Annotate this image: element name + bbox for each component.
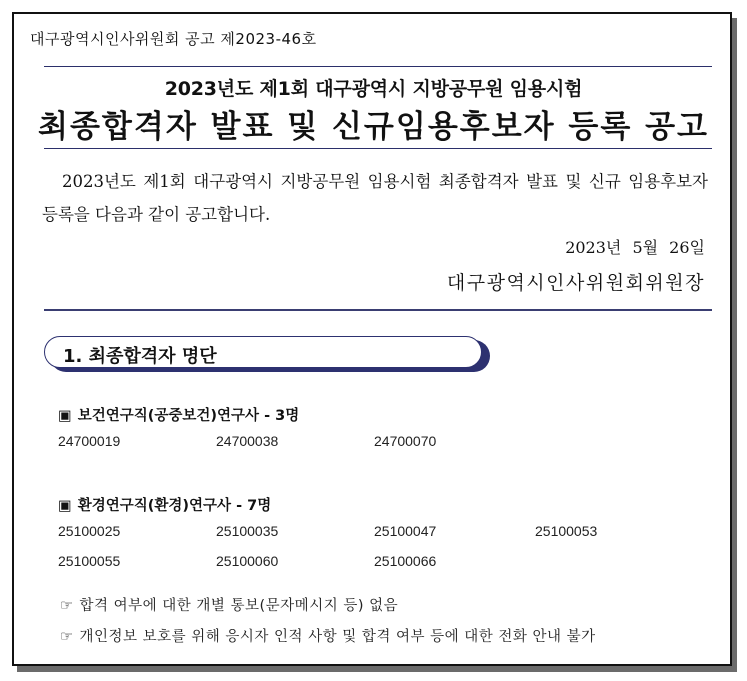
candidate-number: 25100025 xyxy=(58,523,121,539)
title-rule xyxy=(44,148,712,149)
note-no-phone-inquiry xyxy=(60,625,596,646)
candidate-number: 24700070 xyxy=(374,433,437,449)
intro-paragraph: 2023년도 제1회 대구광역시 지방공무원 임용시험 최종합격자 발표 및 신규 임용후보자 등록을 다음과 같이 공고합니다. xyxy=(42,172,708,224)
note-no-individual-notice xyxy=(60,594,398,615)
group-title-public-health xyxy=(58,404,299,425)
square-bullet-icon: ▣ xyxy=(58,408,72,424)
announcement-date: 2023년 5월 26일 xyxy=(565,238,705,257)
group-title-environment xyxy=(58,494,271,515)
pointing-hand-icon: ☞ xyxy=(60,629,74,645)
section-header xyxy=(44,336,492,374)
section-header-box xyxy=(44,336,482,368)
note-text: 합격 여부에 대한 개별 통보(문자메시지 등) 없음 xyxy=(79,598,399,614)
note-text: 개인정보 보호를 위해 응시자 인적 사항 및 합격 여부 등에 대한 전화 안내 불가 xyxy=(79,629,596,645)
candidate-number: 25100066 xyxy=(374,553,437,569)
candidate-number: 24700019 xyxy=(58,433,121,449)
section-title: 1. 최종합격자 명단 xyxy=(63,346,217,367)
section-divider xyxy=(44,309,712,311)
square-bullet-icon: ▣ xyxy=(58,498,72,514)
candidate-number: 25100060 xyxy=(216,553,279,569)
notice-number: 대구광역시인사위원회 공고 제2023-46호 xyxy=(30,30,317,48)
candidate-number: 24700038 xyxy=(216,433,279,449)
group-title-text: 보건연구직(공중보건)연구사 - 3명 xyxy=(77,408,300,424)
candidate-number: 25100055 xyxy=(58,553,121,569)
candidate-number: 25100053 xyxy=(535,523,598,539)
candidate-number: 25100047 xyxy=(374,523,437,539)
candidate-number: 25100035 xyxy=(216,523,279,539)
pointing-hand-icon: ☞ xyxy=(60,598,74,614)
title-announcement: 최종합격자 발표 및 신규임용후보자 등록 공고 xyxy=(38,109,709,145)
header-rule xyxy=(44,66,712,67)
group-title-text: 환경연구직(환경)연구사 - 7명 xyxy=(77,498,272,514)
signer-title: 대구광역시인사위원회위원장 xyxy=(446,272,705,294)
title-exam-name: 2023년도 제1회 대구광역시 지방공무원 임용시험 xyxy=(164,78,583,100)
